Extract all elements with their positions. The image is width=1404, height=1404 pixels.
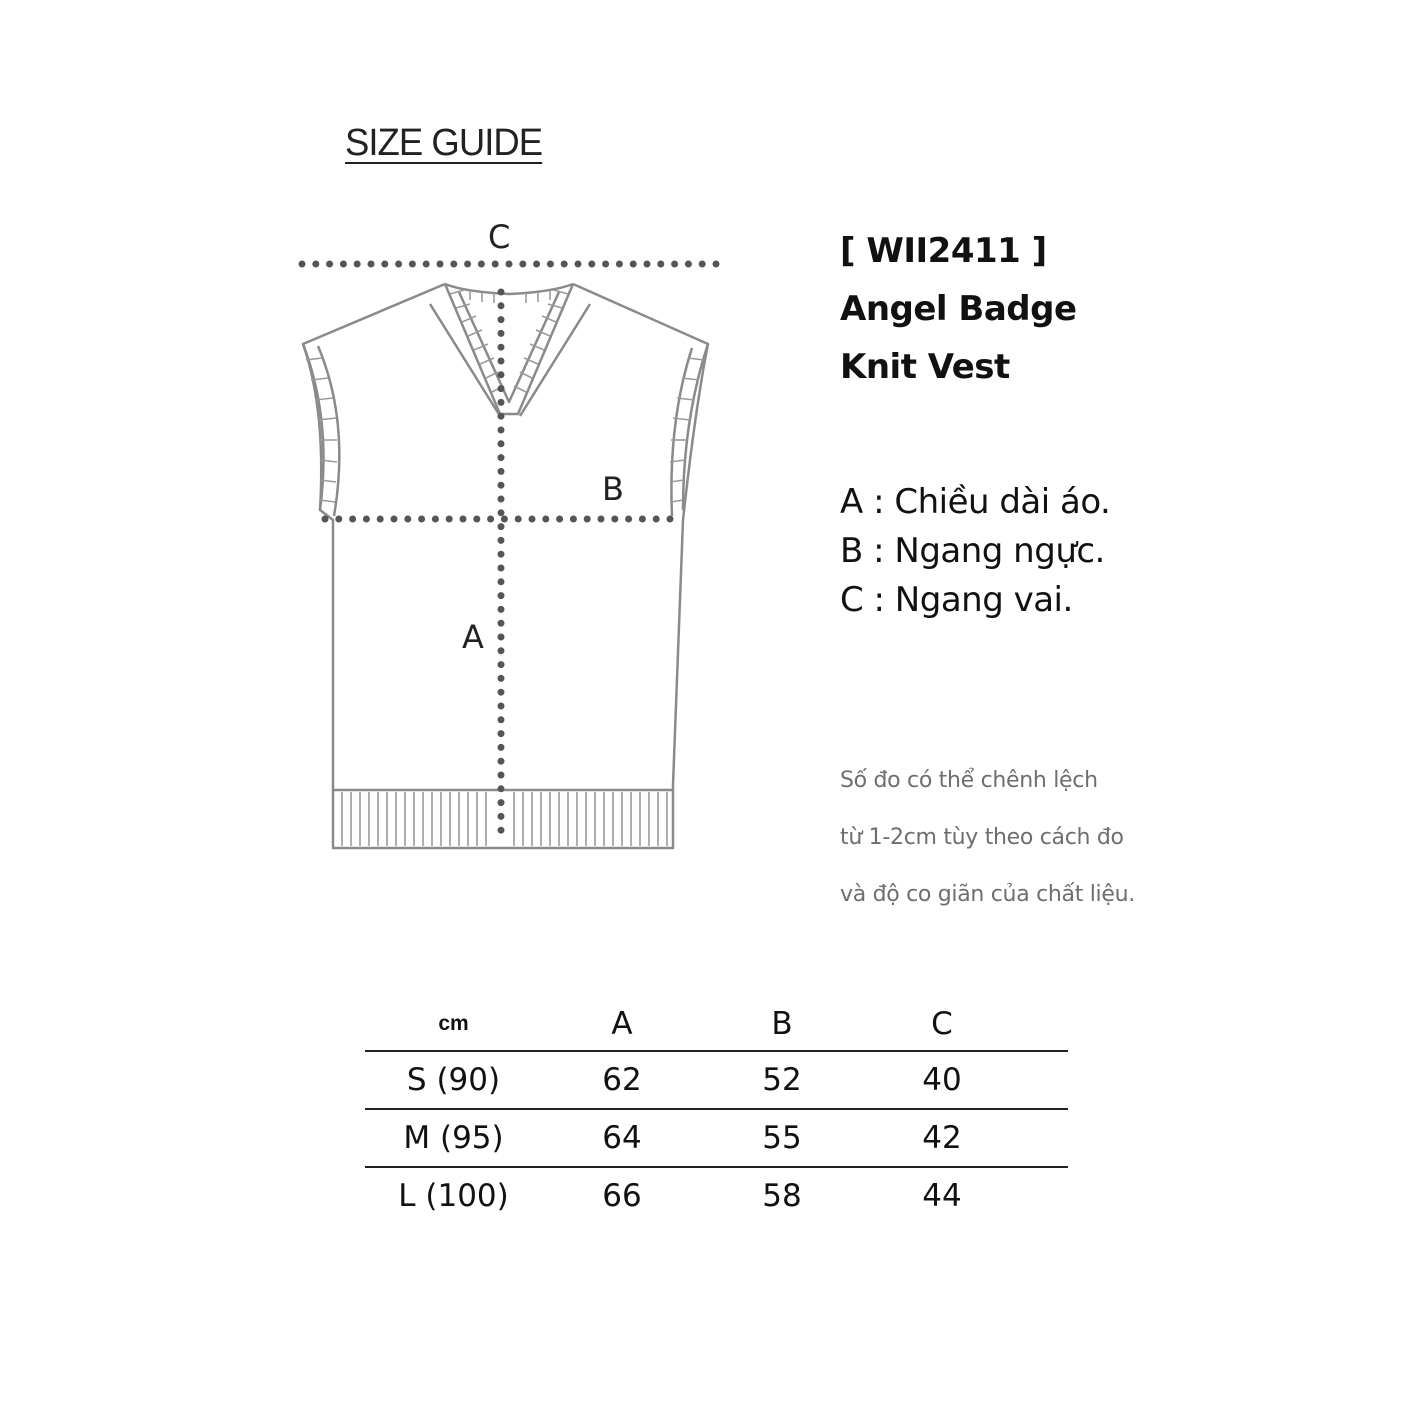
spacer-cell [1022, 1167, 1068, 1224]
value-c-cell: 44 [922, 1178, 962, 1214]
value-a-cell: 64 [542, 1109, 702, 1167]
legend-item-c: C : Ngang vai. [840, 580, 1073, 620]
legend-item-b: B : Ngang ngực. [840, 531, 1105, 571]
measurement-note [840, 752, 1135, 923]
value-c-cell: 40 [862, 1051, 1022, 1109]
label-a: A [462, 618, 484, 656]
page-title: SIZE GUIDE [345, 122, 543, 164]
size-cell: L (100) [398, 1178, 509, 1214]
size-table [365, 998, 1068, 1224]
table-header-row [365, 998, 1068, 1051]
note-line-1: Số đo có thể chênh lệch [840, 768, 1098, 793]
header-a: A [542, 998, 702, 1051]
value-c-cell: 42 [862, 1109, 1022, 1167]
size-cell: S (90) [365, 1051, 542, 1109]
table-row [365, 1109, 1068, 1167]
ribbing-texture [306, 290, 704, 846]
vest-measurement-diagram [290, 210, 730, 860]
table-row [365, 1167, 1068, 1224]
value-a-cell: 66 [602, 1178, 642, 1214]
header-unit: cm [365, 998, 542, 1051]
value-b-cell: 55 [702, 1109, 862, 1167]
header-spacer [1022, 998, 1068, 1051]
note-line-3: và độ co giãn của chất liệu. [840, 882, 1135, 907]
header-c: C [862, 998, 1022, 1051]
spacer-cell [1022, 1109, 1068, 1167]
product-code: [ WII2411 ] [840, 231, 1047, 271]
product-info [840, 222, 1077, 396]
vest-outline [303, 284, 708, 848]
size-cell: M (95) [365, 1109, 542, 1167]
legend-item-a: A : Chiều dài áo. [840, 482, 1111, 522]
label-b: B [602, 470, 624, 508]
value-b-cell: 52 [702, 1051, 862, 1109]
table-row [365, 1051, 1068, 1109]
note-line-2: từ 1-2cm tùy theo cách đo [840, 825, 1124, 850]
product-name-line-2: Knit Vest [840, 347, 1010, 387]
measurement-legend [840, 478, 1110, 625]
value-b-cell: 58 [762, 1178, 802, 1214]
product-name-line-1: Angel Badge [840, 289, 1077, 329]
value-a-cell: 62 [542, 1051, 702, 1109]
label-c: C [488, 218, 511, 256]
header-b: B [702, 998, 862, 1051]
spacer-cell [1022, 1051, 1068, 1109]
